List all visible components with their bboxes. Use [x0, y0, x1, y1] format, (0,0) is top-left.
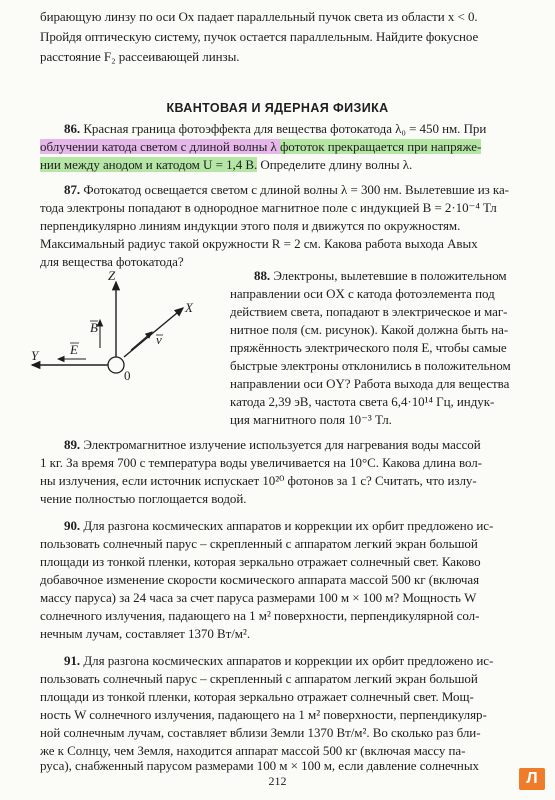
intro-line-1: бирающую линзу по оси Ox падает параллельный пучок света из области x < 0. [40, 9, 478, 24]
page-number: 212 [268, 774, 287, 788]
problem-88-line-9: ция магнитного поля 10⁻³ Тл. [230, 412, 392, 427]
publisher-logo: Л [519, 768, 545, 790]
problem-89-text-1: Электромагнитное излучение используется для нагревания воды массой [83, 437, 481, 452]
problem-87-number: 87. [64, 182, 81, 197]
problem-88-line-5: пряжённость электрического поля E, чтобы самые [230, 340, 507, 355]
axes-diagram [28, 262, 218, 387]
problem-89-line-4: чение полностью поглощается водой. [40, 491, 247, 506]
problem-91-line-3: площади из тонкой пленки, которая зеркально отражает солнечный свет. Мощ- [40, 689, 474, 704]
v-label: v [156, 332, 162, 347]
origin-circle [108, 357, 124, 373]
problem-88-line-8: катода 2,39 эВ, частота света 6,4·10¹⁴ Гц, индук- [230, 394, 495, 409]
problem-91-line-1 [64, 653, 493, 669]
origin-label: 0 [124, 368, 131, 383]
problem-90-text-1: Для разгона космических аппаратов и коррекции их орбит предложено ис- [83, 518, 494, 533]
problem-91-line-7: руса), снабженный парусом размерами 100 м × 100 м, если давление солнечных [40, 758, 479, 773]
problem-88-line-6: быстрые электроны отклонились в положительном [230, 358, 511, 373]
problem-86-number: 86. [64, 121, 81, 136]
y-label: Y [31, 348, 39, 363]
e-label: E [70, 342, 78, 357]
problem-86-line-2 [40, 139, 481, 155]
b-label: B [90, 320, 98, 335]
problem-87-line-5: для вещества фотокатода? [40, 254, 184, 269]
problem-91-line-6: же к Солнцу, чем Земля, находится аппарат массой 500 кг (включая массу па- [40, 743, 466, 758]
problem-91-line-5: ной солнечным лучам, составляет вблизи Земли 1370 Вт/м². Во сколько раз бли- [40, 725, 481, 740]
problem-86-text-3: Определите длину волны λ. [257, 157, 413, 172]
problem-91-number: 91. [64, 653, 81, 668]
problem-88-line-1 [254, 268, 507, 284]
intro-line-2: Пройдя оптическую систему, пучок остается параллельным. Найдите фокусное [40, 29, 479, 44]
problem-88-line-2: направлении оси OX с катода фотоэлемента под [230, 286, 495, 301]
problem-90-line-2: пользовать солнечный парус – скрепленный с аппаратом легкий экран большой [40, 536, 478, 551]
problem-90-number: 90. [64, 518, 81, 533]
problem-86-line-3 [40, 157, 412, 173]
problem-88-line-3: действием света, попадают в электрическое и маг- [230, 304, 508, 319]
highlight-green-2: нии между анодом и катодом U = 1,4 В. [40, 157, 258, 172]
problem-89-line-1 [64, 437, 481, 453]
problem-90-line-6: солнечного излучения, падающего на 1 м² поверхности, перпендикулярной сол- [40, 608, 480, 623]
x-label: X [185, 300, 193, 315]
problem-87-line-2: тода электроны попадают в однородное магнитное поле с индукцией B = 2·10⁻⁴ Тл [40, 200, 497, 215]
highlight-green: фототок прекращается при напряже- [279, 139, 482, 154]
z-label: Z [108, 268, 116, 283]
problem-88-line-7: направлении оси OY? Работа выхода для вещества [230, 376, 510, 391]
problem-91-line-4: ность W солнечного излучения, падающего на 1 м² поверхности, перпендикуляр- [40, 707, 487, 722]
problem-91-line-2: пользовать солнечный парус – скрепленный с аппаратом легкий экран большой [40, 671, 478, 686]
problem-90-line-4: добавочное изменение скорости космического аппарата массой 500 кг (включая [40, 572, 480, 587]
problem-86-line-1 [64, 121, 486, 137]
highlight-pink: облучении катода светом с длиной волны λ [40, 139, 280, 154]
problem-88-number: 88. [254, 268, 271, 283]
problem-88-line-4: нитное поля (см. рисунок). Какой должна быть на- [230, 322, 509, 337]
problem-91-text-1: Для разгона космических аппаратов и коррекции их орбит предложено ис- [83, 653, 494, 668]
problem-90-line-1 [64, 518, 493, 534]
problem-87-line-3: перпендикулярно линиям индукции этого поля и движутся по окружностям. [40, 218, 461, 233]
x-axis [124, 308, 183, 357]
section-title: КВАНТОВАЯ И ЯДЕРНАЯ ФИЗИКА [166, 101, 389, 115]
problem-89-line-2: 1 кг. За время 700 с температура воды увеличивается на 10°C. Какова длина вол- [40, 455, 482, 470]
problem-87-text-1: Фотокатод освещается светом с длиной волны λ = 300 нм. Вылетевшие из ка- [83, 182, 509, 197]
problem-90-line-5: массу паруса) за 24 часа за счет паруса размерами 100 м × 100 м? Мощность W [40, 590, 477, 605]
problem-87-line-1 [64, 182, 509, 198]
intro-line-3: расстояние F₂ рассеивающей линзы. [40, 49, 240, 64]
problem-89-line-3: ны излучения, если источник испускает 10²⁰ фотонов за 1 с? Считать, что излу- [40, 473, 477, 488]
problem-90-line-7: нечным лучам, составляет 1370 Вт/м². [40, 626, 251, 641]
problem-89-number: 89. [64, 437, 81, 452]
problem-88-text-1: Электроны, вылетевшие в положительном [273, 268, 507, 283]
problem-90-line-3: площади из тонкой пленки, которая зеркально отражает солнечный свет. Каково [40, 554, 481, 569]
problem-86-text-1: Красная граница фотоэффекта для вещества фотокатода λ₀ = 450 нм. При [83, 121, 487, 136]
v-vector [131, 332, 152, 350]
problem-87-line-4: Максимальный радиус такой окружности R = 2 см. Какова работа выхода Aвых [40, 236, 478, 251]
